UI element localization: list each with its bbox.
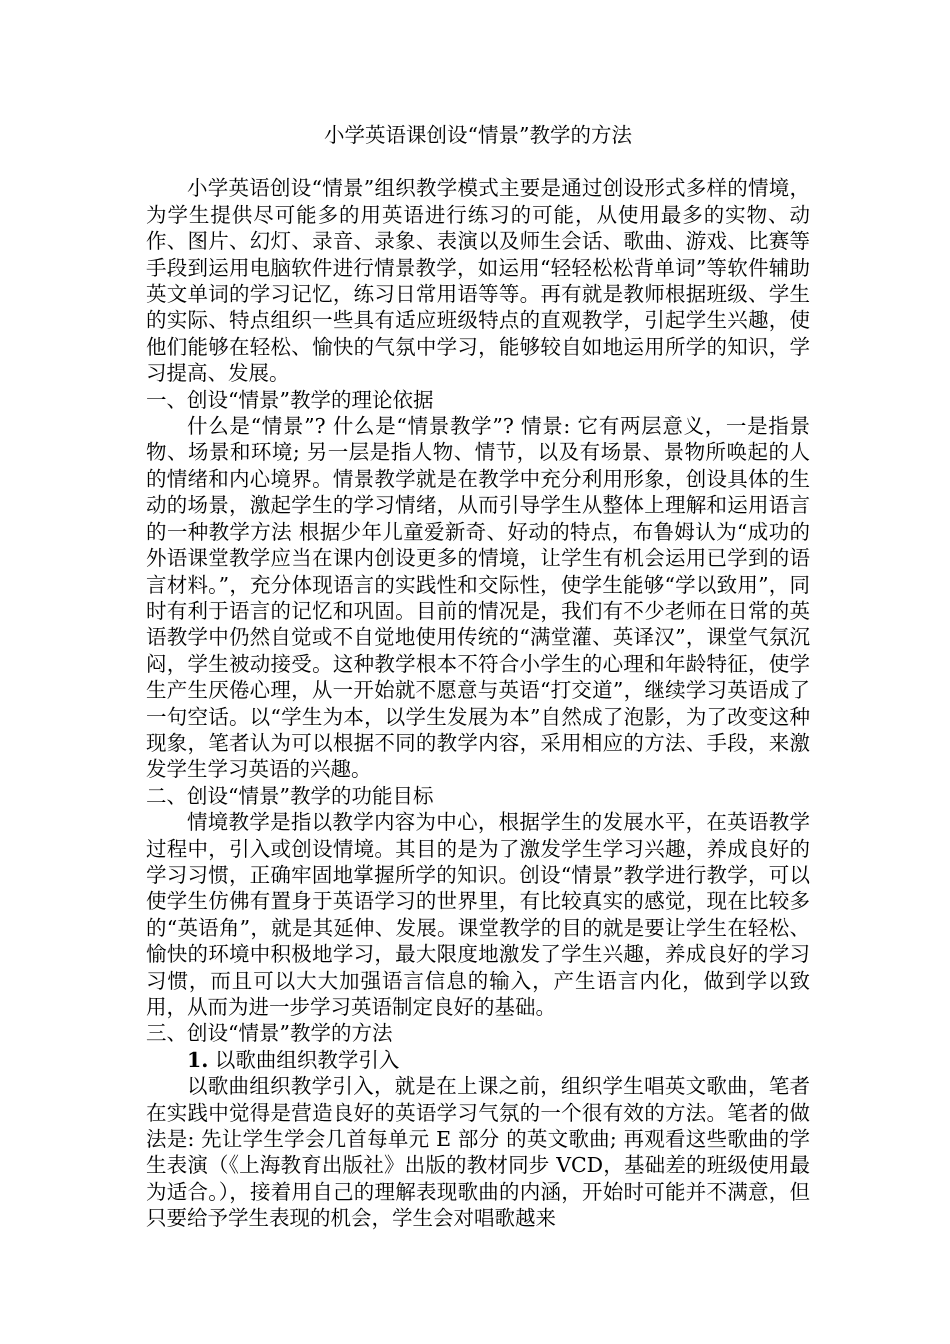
intro-paragraph: 小学英语创设“情景”组织教学模式主要是通过创设形式多样的情境，为学生提供尽可能多的用英语进行练习的可能，从使用最多的实物、动作、图片、幻灯、录音、录象、表演以及师生会话、歌曲、游戏、比赛等手段到运用电脑软件进行情景教学，如运用“轻轻松松背单词”等软件辅助英文单词的学习记忆，练习日常用语等等。再有就是教师根据班级、学生的实际、特点组织一些具有适应班级特点的直观教学，引起学生兴趣，使他们能够在轻松、愉快的气氛中学习，能够较自如地运用所学的知识，学习提高、发展。 [146, 176, 810, 386]
document-body [146, 122, 810, 1232]
document-title: 小学英语课创设“情景”教学的方法 [324, 123, 632, 147]
section-2-paragraph: 情境教学是指以教学内容为中心，根据学生的发展水平，在英语教学过程中，引入或创设情境。其目的是为了激发学生学习兴趣，养成良好的学习习惯，正确牢固地掌握所学的知识。创设“情景”教学进行教学，可以使学生仿佛有置身于英语学习的世界里，有比较真实的感觉，现在比较多的“英语角”，就是其延伸、发展。课堂教学的目的就是要让学生在轻松、愉快的环境中积极地学习，最大限度地激发了学生兴趣，养成良好的学习习惯，而且可以大大加强语言信息的输入，产生语言内化，做到学以致用，从而为进一步学习英语制定良好的基础。 [146, 810, 810, 1019]
section-3-paragraph: 以歌曲组织教学引入，就是在上课之前，组织学生唱英文歌曲，笔者在实践中觉得是营造良好的英语学习气氛的一个很有效的方法。笔者的做法是: 先让学生学会几首每单元 E 部分 的英文歌曲; 再观看这些歌曲的学生表演（《上海教育出版社》出版的教材同步 VCD，基础差的班级使用最为适合。），接着用自己的理解表现歌曲的内涵，开始时可能并不满意，但只要给予学生表现的机会，学生会对唱歌越来 [146, 1074, 810, 1231]
section-3-subheading-1 [146, 1047, 810, 1073]
section-2-heading: 二、创设“情景”教学的功能目标 [146, 783, 434, 808]
section-3-heading: 三、创设“情景”教学的方法 [146, 1021, 393, 1046]
section-1-paragraph: 什么是“情景”? 什么是“情景教学”? 情景: 它有两层意义，一是指景物、场景和环境; 另一层是指人物、情节，以及有场景、景物所唤起的人的情绪和内心境界。情景教学就是在教学中充分利用形象，创设具体的生动的场景，激起学生的学习情绪，从而引导学生从整体上理解和运用语言的一种教学方法 根据少年儿童爱新奇、好动的特点，布鲁姆认为“成功的外语课堂教学应当在课内创设更多的情境，让学生有机会运用已学到的语言材料。”，充分体现语言的实践性和交际性，使学生能够“学以致用”，同时有利于语言的记忆和巩固。目前的情况是，我们有不少老师在日常的英语教学中仍然自觉或不自觉地使用传统的“满堂灌、英译汉”，课堂气氛沉闷，学生被动接受。这种教学根本不符合小学生的心理和年龄特征，使学生产生厌倦心理，从一开始就不愿意与英语“打交道”，继续学习英语成了一句空话。以“学生为本，以学生发展为本”自然成了泡影，为了改变这种现象，笔者认为可以根据不同的教学内容，采用相应的方法、手段，来激发学生学习英语的兴趣。 [146, 414, 810, 782]
section-1-heading: 一、创设“情景”教学的理论依据 [146, 387, 434, 412]
subheading-number: 1. [187, 1047, 209, 1072]
subheading-text: 以歌曲组织教学引入 [208, 1047, 400, 1072]
